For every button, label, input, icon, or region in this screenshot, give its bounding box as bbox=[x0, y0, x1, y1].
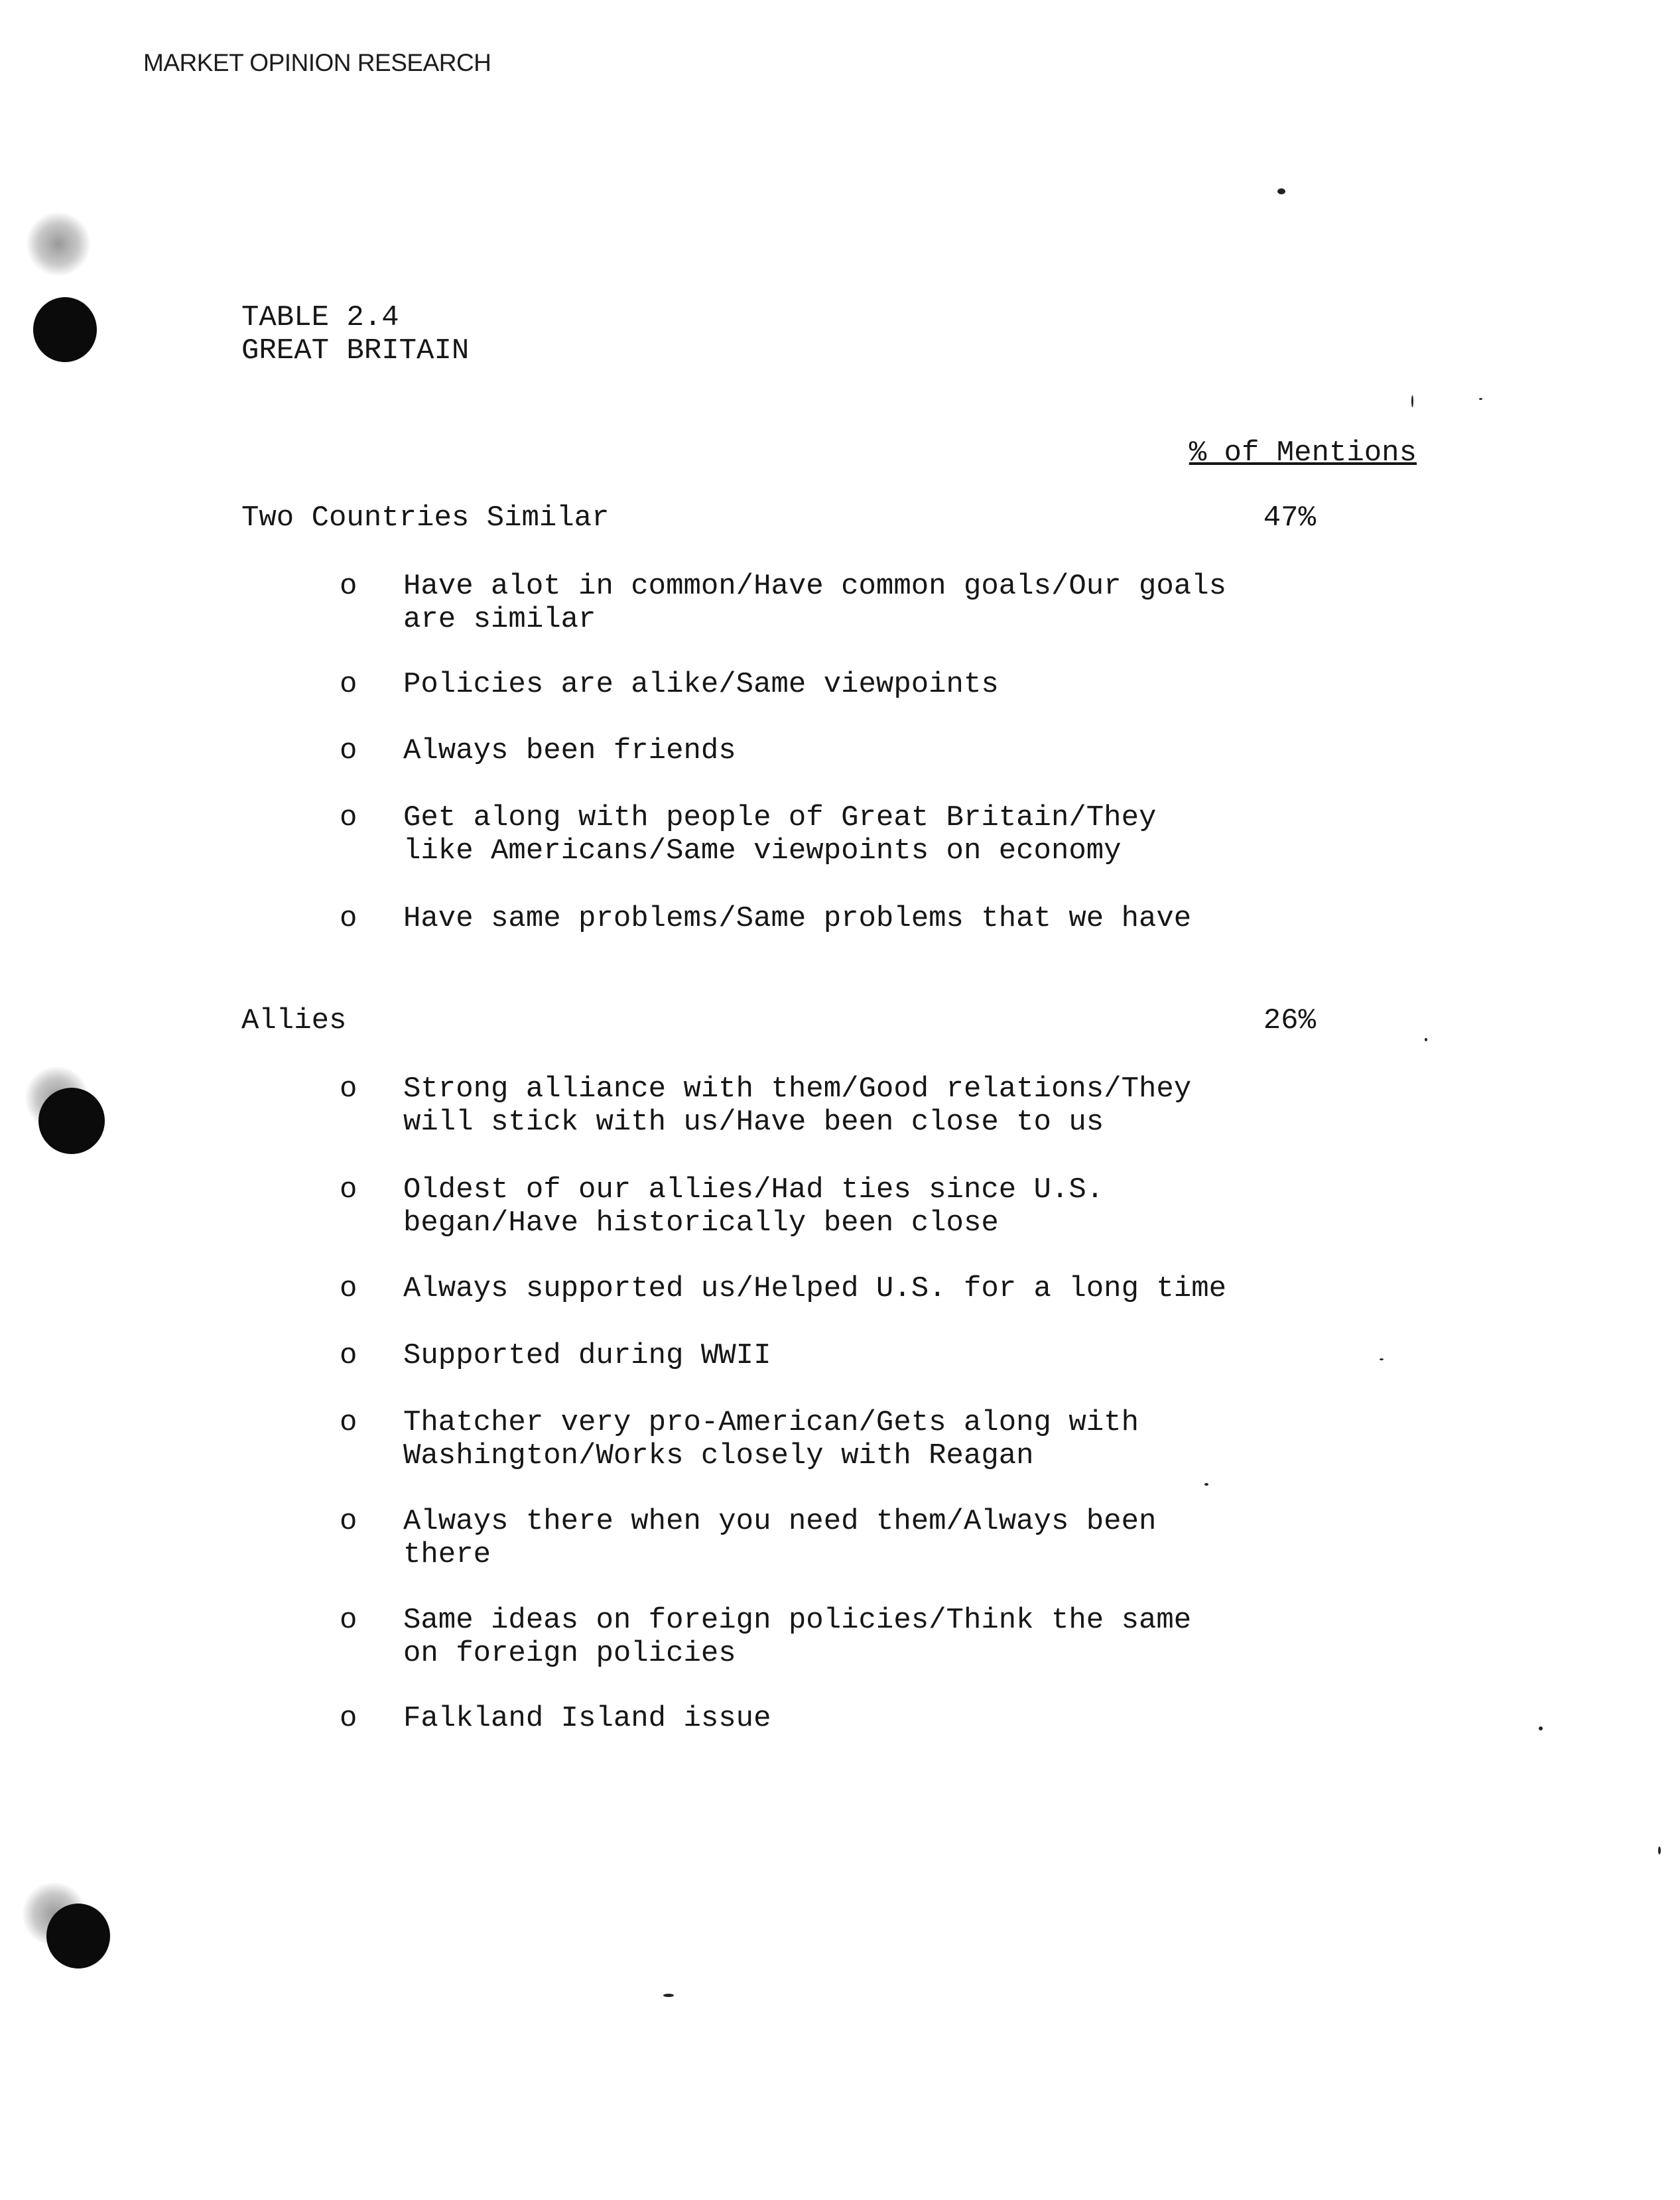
bullet-text: Always supported us/Helped U.S. for a long time bbox=[403, 1272, 1227, 1305]
punch-hole-bottom bbox=[46, 1904, 110, 1969]
bullet-mark: o bbox=[340, 1406, 357, 1439]
section-percent: 26% bbox=[1263, 1004, 1316, 1037]
bullet-mark: o bbox=[340, 902, 357, 935]
table-country: GREAT BRITAIN bbox=[241, 334, 470, 367]
bullet-mark: o bbox=[340, 734, 357, 767]
bullet-text: Same ideas on foreign policies/Think the same on foreign policies bbox=[403, 1604, 1192, 1670]
bullet-mark: o bbox=[340, 1173, 357, 1206]
scan-speck bbox=[1425, 1038, 1427, 1041]
bullet-text: Policies are alike/Same viewpoints bbox=[403, 668, 999, 701]
section-percent: 47% bbox=[1263, 501, 1316, 535]
bullet-mark: o bbox=[340, 570, 357, 603]
bullet-text: Have alot in common/Have common goals/Our goals are similar bbox=[403, 570, 1227, 636]
table-number: TABLE 2.4 bbox=[241, 301, 399, 334]
section-two-countries-similar bbox=[241, 501, 1316, 935]
bullet-text: Get along with people of Great Britain/They like Americans/Same viewpoints on economy bbox=[403, 801, 1157, 868]
bullet-mark: o bbox=[340, 1339, 357, 1372]
punch-hole-faint-top bbox=[27, 212, 90, 276]
bullet-text: Supported during WWII bbox=[403, 1339, 771, 1372]
scan-speck bbox=[1204, 1483, 1208, 1486]
punch-hole-middle bbox=[38, 1088, 105, 1154]
scan-speck bbox=[663, 1994, 674, 1997]
section-allies bbox=[241, 1004, 1316, 1735]
scan-speck bbox=[1479, 398, 1482, 400]
bullet-text: Oldest of our allies/Had ties since U.S. began/Have historically been close bbox=[403, 1173, 1104, 1240]
section-label: Two Countries Similar bbox=[241, 501, 610, 535]
bullet-text: Always been friends bbox=[403, 734, 736, 767]
bullet-mark: o bbox=[340, 1604, 357, 1637]
bullet-text: Strong alliance with them/Good relations/They will stick with us/Have been close to us bbox=[403, 1072, 1192, 1139]
bullet-text: Have same problems/Same problems that we have bbox=[403, 902, 1192, 935]
letterhead: MARKET OPINION RESEARCH bbox=[143, 49, 491, 76]
scan-speck bbox=[1658, 1846, 1661, 1854]
scan-speck bbox=[1539, 1726, 1543, 1730]
table-title-block bbox=[241, 301, 469, 367]
bullet-text: Falkland Island issue bbox=[403, 1702, 771, 1735]
bullet-mark: o bbox=[340, 1072, 357, 1106]
bullet-mark: o bbox=[340, 1702, 357, 1735]
bullet-mark: o bbox=[340, 1272, 357, 1305]
bullet-text: Thatcher very pro-American/Gets along with Washington/Works closely with Reagan bbox=[403, 1406, 1139, 1472]
bullet-mark: o bbox=[340, 668, 357, 701]
bullet-mark: o bbox=[340, 801, 357, 834]
column-header-percent-mentions: % of Mentions bbox=[1189, 436, 1417, 470]
section-header-row bbox=[241, 1004, 1316, 1037]
scan-speck bbox=[1277, 188, 1285, 194]
bullet-text: Always there when you need them/Always been there bbox=[403, 1505, 1157, 1571]
bullet-mark: o bbox=[340, 1505, 357, 1538]
punch-hole-top bbox=[33, 297, 97, 362]
section-label: Allies bbox=[241, 1004, 347, 1037]
section-header-row bbox=[241, 501, 1316, 535]
scan-speck bbox=[1411, 395, 1413, 407]
